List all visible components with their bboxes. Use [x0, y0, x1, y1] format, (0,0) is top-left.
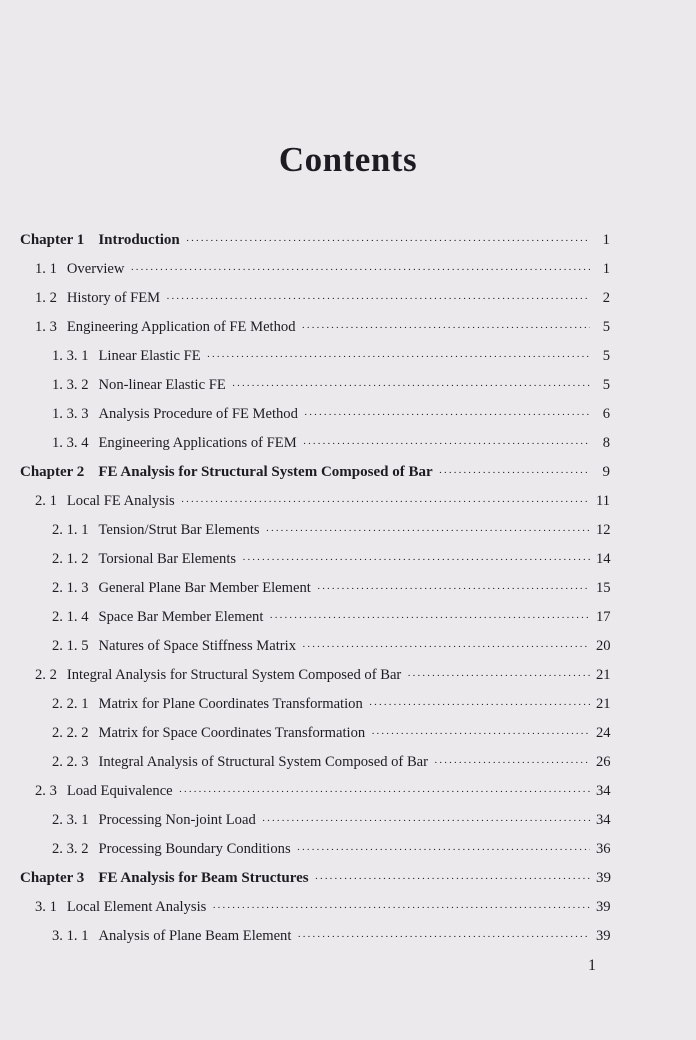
toc-entry-title: FE Analysis for Structural System Composed of Bar — [98, 464, 433, 480]
toc-entry-title: Linear Elastic FE — [98, 348, 201, 364]
toc-entry-title: Matrix for Plane Coordinates Transformation — [98, 696, 363, 712]
toc-subsection-row — [52, 838, 610, 860]
toc-entry-number: Chapter 2 — [20, 464, 85, 480]
toc-entry-page: 24 — [596, 725, 611, 741]
dot-leader — [297, 926, 590, 948]
toc-subsection-row — [52, 693, 610, 715]
toc-entry-number: 1. 3 — [35, 319, 57, 335]
toc-entry-page: 5 — [602, 377, 610, 393]
dot-leader — [303, 433, 590, 455]
toc-entry-page: 5 — [602, 348, 610, 364]
toc-subsection-row — [52, 635, 610, 657]
toc-entry-number: 2. 3 — [35, 783, 57, 799]
dot-leader — [207, 346, 590, 368]
page-number: 1 — [588, 957, 596, 974]
toc-entry-page: 1 — [602, 261, 610, 277]
toc-entry-title: Local Element Analysis — [66, 899, 207, 915]
toc-entry-number: 2. 2. 2 — [52, 725, 89, 741]
toc-subsection-row — [52, 722, 610, 744]
toc-entry-page: 8 — [602, 435, 610, 451]
toc-entry-page: 12 — [596, 522, 611, 538]
toc-chapter-row — [20, 867, 610, 889]
toc-entry-page: 1 — [602, 232, 610, 248]
toc-section-row — [35, 287, 610, 309]
dot-leader — [439, 462, 590, 484]
toc-subsection-row — [52, 809, 610, 831]
toc-entry-number: 2. 1. 5 — [52, 638, 89, 654]
toc-entry-page: 6 — [602, 406, 610, 422]
toc-entry-title: Integral Analysis for Structural System Composed of Bar — [66, 667, 402, 683]
toc-entry-title: Engineering Applications of FEM — [98, 435, 297, 451]
toc-chapter-row — [20, 229, 610, 251]
dot-leader — [212, 897, 590, 919]
toc-subsection-row — [52, 925, 610, 947]
toc-entry-number: 1. 3. 4 — [52, 435, 89, 451]
toc-entry-title: Space Bar Member Element — [98, 609, 264, 625]
dot-leader — [315, 868, 590, 890]
toc-entry-page: 17 — [596, 609, 611, 625]
toc-entry-page: 14 — [596, 551, 611, 567]
toc-entry-page: 9 — [602, 464, 610, 480]
toc-entry-page: 21 — [596, 696, 611, 712]
toc-entry-number: 2. 1 — [35, 493, 57, 509]
toc-entry-page: 20 — [596, 638, 611, 654]
toc-section-row — [35, 664, 610, 686]
toc-entry-title: Engineering Application of FE Method — [66, 319, 296, 335]
toc-entry-number: 1. 1 — [35, 261, 57, 277]
toc-chapter-row — [20, 461, 610, 483]
dot-leader — [302, 317, 591, 339]
toc-entry-title: Torsional Bar Elements — [98, 551, 237, 567]
toc-section-row — [35, 780, 610, 802]
toc-entry-number: 1. 3. 2 — [52, 377, 89, 393]
toc-subsection-row — [52, 432, 610, 454]
toc-entry-title: Load Equivalence — [66, 783, 173, 799]
toc-entry-page: 39 — [596, 870, 611, 886]
toc-subsection-row — [52, 577, 610, 599]
toc-entry-number: 2. 1. 1 — [52, 522, 89, 538]
toc-entry-page: 11 — [596, 493, 611, 509]
toc-entry-title: Local FE Analysis — [66, 493, 175, 509]
toc-entry-number: 2. 1. 2 — [52, 551, 89, 567]
toc-entry-number: 3. 1. 1 — [52, 928, 89, 944]
toc-entry-title: Analysis Procedure of FE Method — [98, 406, 298, 422]
toc-entry-number: 1. 3. 3 — [52, 406, 89, 422]
toc-entry-title: Analysis of Plane Beam Element — [98, 928, 292, 944]
dot-leader — [304, 404, 590, 426]
toc-entry-title: History of FEM — [66, 290, 161, 306]
dot-leader — [262, 810, 590, 832]
toc-entry-number: 2. 2. 3 — [52, 754, 89, 770]
dot-leader — [242, 549, 590, 571]
toc-subsection-row — [52, 606, 610, 628]
toc-entry-number: 2. 3. 1 — [52, 812, 89, 828]
toc-section-row — [35, 896, 610, 918]
toc-section-row — [35, 316, 610, 338]
toc-subsection-row — [52, 403, 610, 425]
toc-entry-title: Tension/Strut Bar Elements — [98, 522, 260, 538]
dot-leader — [297, 839, 590, 861]
toc-entry-number: 1. 3. 1 — [52, 348, 89, 364]
toc-entry-title: Non-linear Elastic FE — [98, 377, 226, 393]
toc-entry-number: Chapter 1 — [20, 232, 85, 248]
dot-leader — [166, 288, 590, 310]
page-title: Contents — [278, 140, 418, 179]
toc-entry-title: Matrix for Space Coordinates Transformation — [98, 725, 366, 741]
toc-section-row — [35, 258, 610, 280]
toc-section-row — [35, 490, 610, 512]
toc-entry-page: 39 — [596, 928, 611, 944]
toc-entry-page: 34 — [596, 812, 611, 828]
toc-entry-page: 26 — [596, 754, 611, 770]
toc-entry-title: Introduction — [98, 232, 180, 248]
toc-entry-title: Processing Boundary Conditions — [98, 841, 291, 857]
dot-leader — [179, 781, 590, 803]
dot-leader — [130, 259, 590, 281]
toc-entry-number: 2. 2. 1 — [52, 696, 89, 712]
toc-entry-title: General Plane Bar Member Element — [98, 580, 311, 596]
dot-leader — [302, 636, 590, 658]
toc-entry-number: 2. 2 — [35, 667, 57, 683]
toc-subsection-row — [52, 374, 610, 396]
toc-entry-number: 2. 3. 2 — [52, 841, 89, 857]
toc-entry-number: 1. 2 — [35, 290, 57, 306]
toc-subsection-row — [52, 548, 610, 570]
toc-entry-page: 2 — [602, 290, 610, 306]
dot-leader — [434, 752, 590, 774]
toc-entry-page: 5 — [602, 319, 610, 335]
toc-entry-number: 2. 1. 4 — [52, 609, 89, 625]
dot-leader — [317, 578, 590, 600]
toc-entry-title: Overview — [66, 261, 125, 277]
toc-entry-page: 36 — [596, 841, 611, 857]
toc-subsection-row — [52, 751, 610, 773]
toc-entry-title: FE Analysis for Beam Structures — [98, 870, 309, 886]
dot-leader — [369, 694, 590, 716]
toc-entry-page: 34 — [596, 783, 611, 799]
dot-leader — [186, 230, 590, 252]
toc-entry-page: 21 — [596, 667, 611, 683]
dot-leader — [407, 665, 590, 687]
toc-entry-title: Natures of Space Stiffness Matrix — [98, 638, 296, 654]
toc-entry-title: Processing Non-joint Load — [98, 812, 256, 828]
toc-entry-title: Integral Analysis of Structural System Composed of Bar — [98, 754, 429, 770]
toc-entry-number: Chapter 3 — [20, 870, 85, 886]
toc-entry-number: 2. 1. 3 — [52, 580, 89, 596]
dot-leader — [181, 491, 590, 513]
toc-entry-page: 15 — [596, 580, 611, 596]
dot-leader — [371, 723, 590, 745]
toc-entry-page: 39 — [596, 899, 611, 915]
toc-subsection-row — [52, 345, 610, 367]
dot-leader — [266, 520, 590, 542]
toc-subsection-row — [52, 519, 610, 541]
dot-leader — [269, 607, 590, 629]
toc-entry-number: 3. 1 — [35, 899, 57, 915]
dot-leader — [232, 375, 590, 397]
